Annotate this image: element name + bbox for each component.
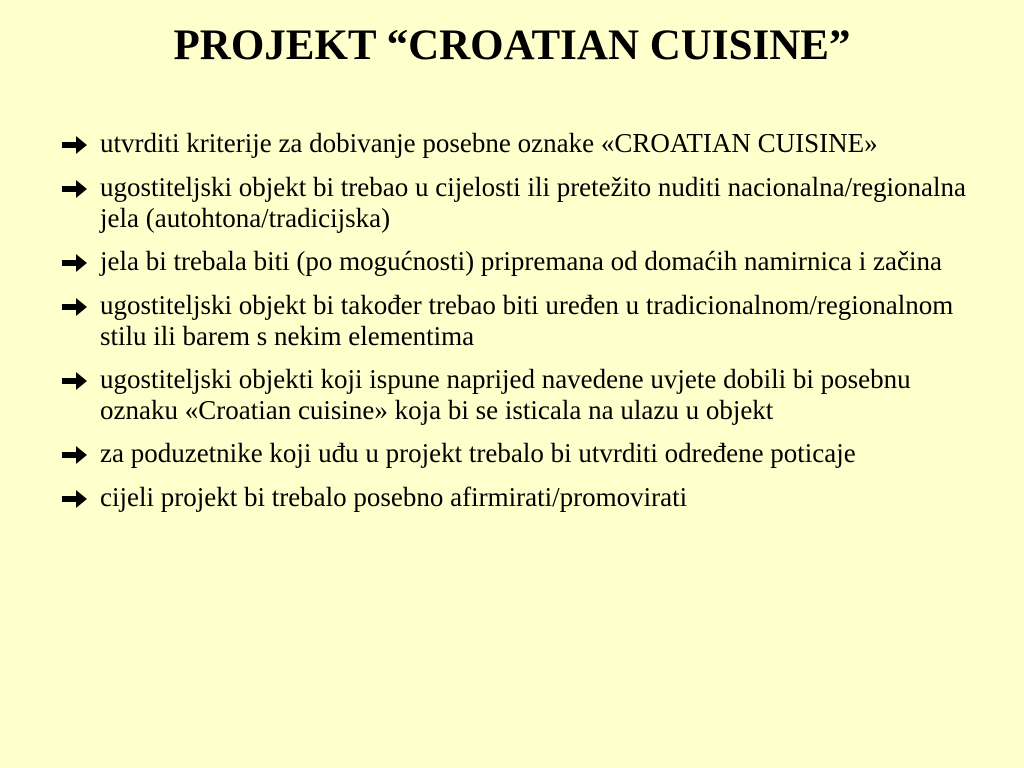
list-item xyxy=(62,128,972,160)
list-item xyxy=(62,438,972,470)
right-arrow-icon xyxy=(62,483,96,514)
right-arrow-icon xyxy=(62,247,96,278)
slide-title: PROJEKT “CROATIAN CUISINE” xyxy=(173,22,851,69)
right-arrow-icon xyxy=(62,291,96,322)
list-item-text: za poduzetnike koji uđu u projekt trebalo bi utvrditi određene poticaje xyxy=(100,438,856,468)
right-arrow-icon xyxy=(62,365,96,396)
list-item-text: utvrditi kriterije za dobivanje posebne oznake «CROATIAN CUISINE» xyxy=(100,128,878,158)
list-item-text: ugostiteljski objekt bi trebao u cijelosti ili pretežito nuditi nacionalna/regionalna jela (autohtona/tradicijska) xyxy=(100,172,967,233)
list-item-text: cijeli projekt bi trebalo posebno afirmirati/promovirati xyxy=(100,482,688,512)
list-item xyxy=(62,482,972,514)
right-arrow-icon xyxy=(62,439,96,470)
bullet-list xyxy=(62,128,972,526)
list-item-text: ugostiteljski objekti koji ispune naprijed navedene uvjete dobili bi posebnu oznaku «Croatian cuisine» koja bi se isticala na ulazu u objekt xyxy=(100,364,911,425)
list-item xyxy=(62,246,972,278)
list-item-text: jela bi trebala biti (po mogućnosti) pripremana od domaćih namirnica i začina xyxy=(100,246,942,276)
list-item xyxy=(62,290,972,352)
list-item xyxy=(62,172,972,234)
list-item xyxy=(62,364,972,426)
list-item-text: ugostiteljski objekt bi također trebao biti uređen u tradicionalnom/regionalnom stilu ili barem s nekim elementima xyxy=(100,290,954,351)
right-arrow-icon xyxy=(62,129,96,160)
right-arrow-icon xyxy=(62,173,96,204)
